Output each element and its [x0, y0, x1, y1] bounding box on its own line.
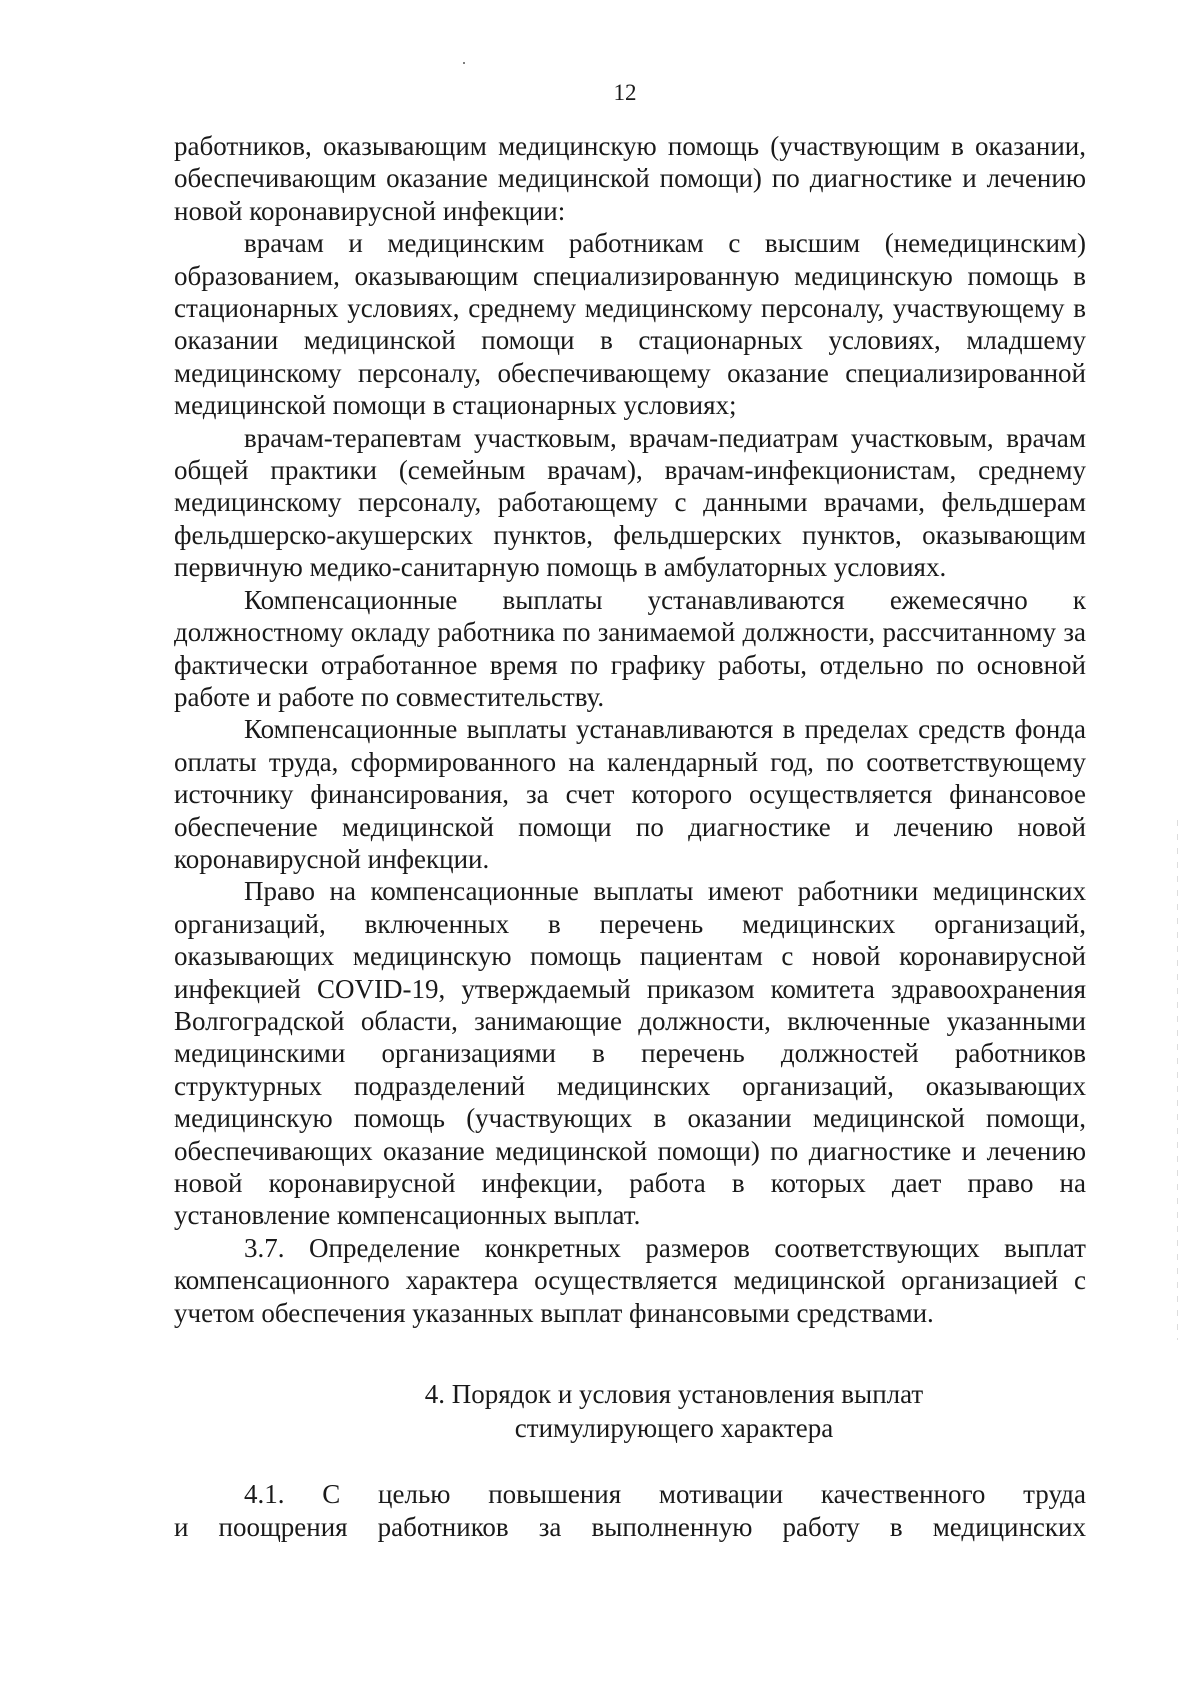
section-heading-line2: стимулирующего характера: [514, 1413, 834, 1443]
word: 4.1.: [244, 1479, 285, 1509]
paragraph-payment-limits: Компенсационные выплаты устанавливаются в пределах средств фонда оплаты труда, сформированного на календарный год, по соответствующему источнику финансирования, за счет которого осуществляется финансовое обеспечение медицинской помощи по диагностике и лечению новой коронавирусной инфекции.: [174, 714, 1086, 874]
word: С: [322, 1479, 341, 1509]
word: работу: [782, 1512, 860, 1542]
scan-speck: [463, 62, 465, 64]
body-text: [174, 130, 1086, 1329]
paragraph-outpatient-staff: врачам-терапевтам участковым, врачам-педиатрам участковым, врачам общей практики (семейным врачам), врачам-инфекционистам, среднему медицинскому персоналу, работающему с данными врачами, фельдшерам фельдшерско-акушерских пунктов, фельдшерских пунктов, оказывающим первичную медико-санитарную помощь в амбулаторных условиях.: [174, 422, 1086, 583]
paragraph-inpatient-staff: врачам и медицинским работникам с высшим (немедицинским) образованием, оказывающим специализированную медицинскую помощь в стационарных условиях, среднему медицинскому персоналу, участвующему в оказании медицинской помощи в стационарных условиях, младшему медицинскому персоналу, обеспечивающему оказание специализированной медицинской помощи в стационарных условиях;: [174, 228, 1086, 421]
word: мотивации: [658, 1479, 784, 1509]
word: качественного: [820, 1479, 986, 1509]
word: работников: [377, 1512, 509, 1542]
paragraph-3-7: 3.7. Определение конкретных размеров соответствующих выплат компенсационного характера осуществляется медицинской организацией с учетом обеспечения указанных выплат финансовыми средствами.: [174, 1232, 1086, 1328]
paragraph-4-1: [174, 1478, 1086, 1544]
word: целью: [378, 1479, 451, 1509]
page-number: 12: [613, 80, 637, 105]
word: в: [889, 1512, 903, 1542]
word: выполненную: [591, 1512, 753, 1542]
scan-edge-mark: [1177, 820, 1178, 1340]
paragraph-monthly-payments: Компенсационные выплаты устанавливаются ежемесячно к должностному окладу работника по занимаемой должности, рассчитанному за фактически отработанное время по графику работы, отдельно по основной работе и работе по совместительству.: [174, 584, 1086, 712]
paragraph-eligibility: Право на компенсационные выплаты имеют работники медицинских организаций, включенных в перечень медицинских организаций, оказывающих медицинскую помощь пациентам с новой коронавирусной инфекцией COVID-19, утверждаемый приказом комитета здравоохранения Волгоградской области, занимающие должности, включенные указанными медицинскими организациями в перечень должностей работников структурных подразделений медицинских организаций, оказывающих медицинскую помощь (участвующих в оказании медицинской помощи, обеспечивающих оказание медицинской помощи) по диагностике и лечению новой коронавирусной инфекции, работа в которых дает право на установление компенсационных выплат.: [174, 876, 1086, 1231]
word: поощрения: [218, 1512, 348, 1542]
paragraph-4-1-line2: [174, 1511, 1086, 1544]
word: труда: [1023, 1479, 1086, 1509]
paragraph-continuation: работников, оказывающим медицинскую помощь (участвующим в оказании, обеспечивающим оказание медицинской помощи) по диагностике и лечению новой коронавирусной инфекции:: [174, 131, 1086, 226]
paragraph-4-1-line1: [174, 1478, 1086, 1511]
word: и: [174, 1512, 189, 1542]
word: за: [538, 1512, 562, 1542]
word: повышения: [488, 1479, 622, 1509]
word: медицинских: [932, 1512, 1086, 1542]
section-heading-line1: 4. Порядок и условия установления выплат: [424, 1379, 924, 1409]
section-heading: [174, 1377, 1174, 1445]
